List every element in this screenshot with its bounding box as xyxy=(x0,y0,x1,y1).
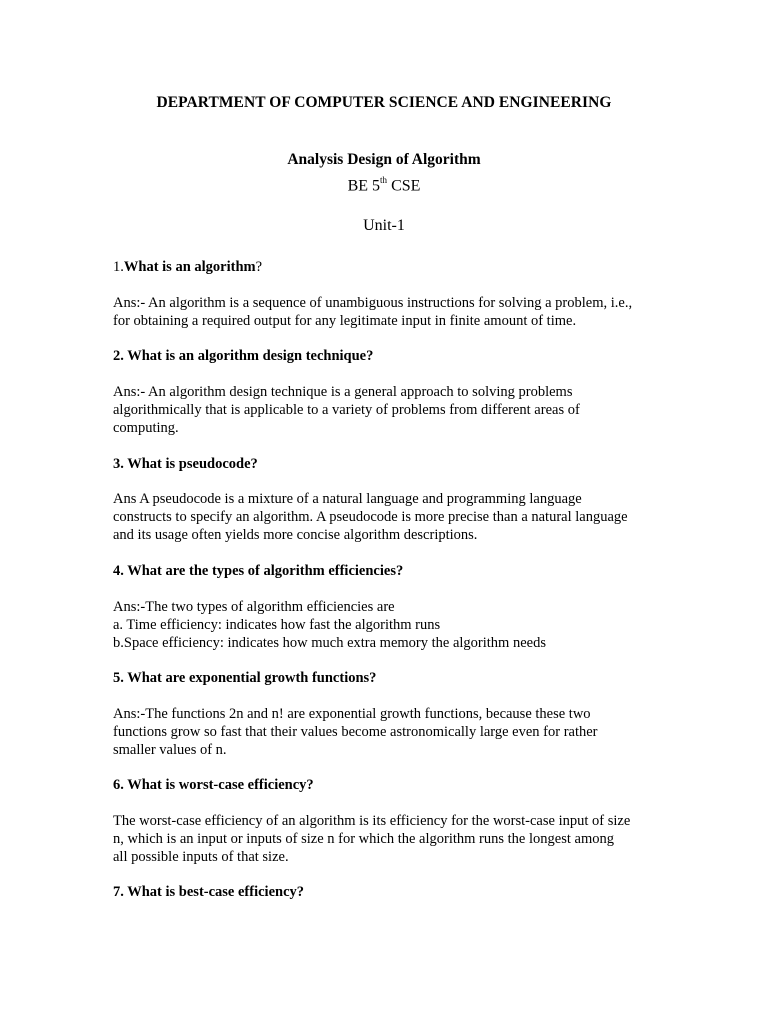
answer-line: The worst-case efficiency of an algorithm is its efficiency for the worst-case input of size xyxy=(113,813,631,829)
answer-line: computing. xyxy=(113,420,179,436)
question-7: 7. What is best-case efficiency? xyxy=(113,884,305,900)
question-4: 4. What are the types of algorithm efficiencies? xyxy=(113,563,404,579)
answer-line: for obtaining a required output for any legitimate input in finite amount of time. xyxy=(113,313,577,329)
answer-1 xyxy=(113,294,673,330)
answer-line: smaller values of n. xyxy=(113,742,227,758)
question-3: 3. What is pseudocode? xyxy=(113,456,258,472)
answer-3 xyxy=(113,490,673,544)
answer-line: Ans A pseudocode is a mixture of a natural language and programming language xyxy=(113,491,582,507)
answer-line: all possible inputs of that size. xyxy=(113,849,289,865)
department-heading: DEPARTMENT OF COMPUTER SCIENCE AND ENGINEERING xyxy=(156,94,612,111)
answer-line: a. Time efficiency: indicates how fast the algorithm runs xyxy=(113,617,441,633)
answer-line: b.Space efficiency: indicates how much extra memory the algorithm needs xyxy=(113,635,546,651)
question-1-text: What is an algorithm xyxy=(123,259,256,275)
answer-2 xyxy=(113,383,673,437)
semester-line xyxy=(0,176,768,195)
unit-heading: Unit-1 xyxy=(363,217,405,234)
question-1 xyxy=(113,258,673,276)
answer-line: and its usage often yields more concise algorithm descriptions. xyxy=(113,527,478,543)
answer-line: functions grow so fast that their values become astronomically large even for rather xyxy=(113,724,598,740)
answer-5 xyxy=(113,705,673,759)
answer-line: n, which is an input or inputs of size n for which the algorithm runs the longest among xyxy=(113,831,614,847)
course-title: Analysis Design of Algorithm xyxy=(287,151,481,168)
answer-line: Ans:- An algorithm design technique is a general approach to solving problems xyxy=(113,384,573,400)
answer-line: Ans:-The functions 2n and n! are exponential growth functions, because these two xyxy=(113,706,591,722)
question-6: 6. What is worst-case efficiency? xyxy=(113,777,314,793)
question-5: 5. What are exponential growth functions? xyxy=(113,670,377,686)
answer-line: Ans:-The two types of algorithm efficiencies are xyxy=(113,599,395,615)
question-1-number: 1. xyxy=(113,259,124,275)
answer-line: constructs to specify an algorithm. A pseudocode is more precise than a natural language xyxy=(113,509,628,525)
semester-suffix: CSE xyxy=(387,177,421,195)
question-2: 2. What is an algorithm design technique? xyxy=(113,348,374,364)
answer-6 xyxy=(113,812,673,866)
semester-superscript: th xyxy=(380,175,388,185)
answer-4 xyxy=(113,598,673,652)
question-1-mark: ? xyxy=(255,259,263,275)
semester-prefix: BE 5 xyxy=(347,177,381,195)
answer-line: Ans:- An algorithm is a sequence of unambiguous instructions for solving a problem, i.e., xyxy=(113,295,633,311)
answer-line: algorithmically that is applicable to a variety of problems from different areas of xyxy=(113,402,580,418)
